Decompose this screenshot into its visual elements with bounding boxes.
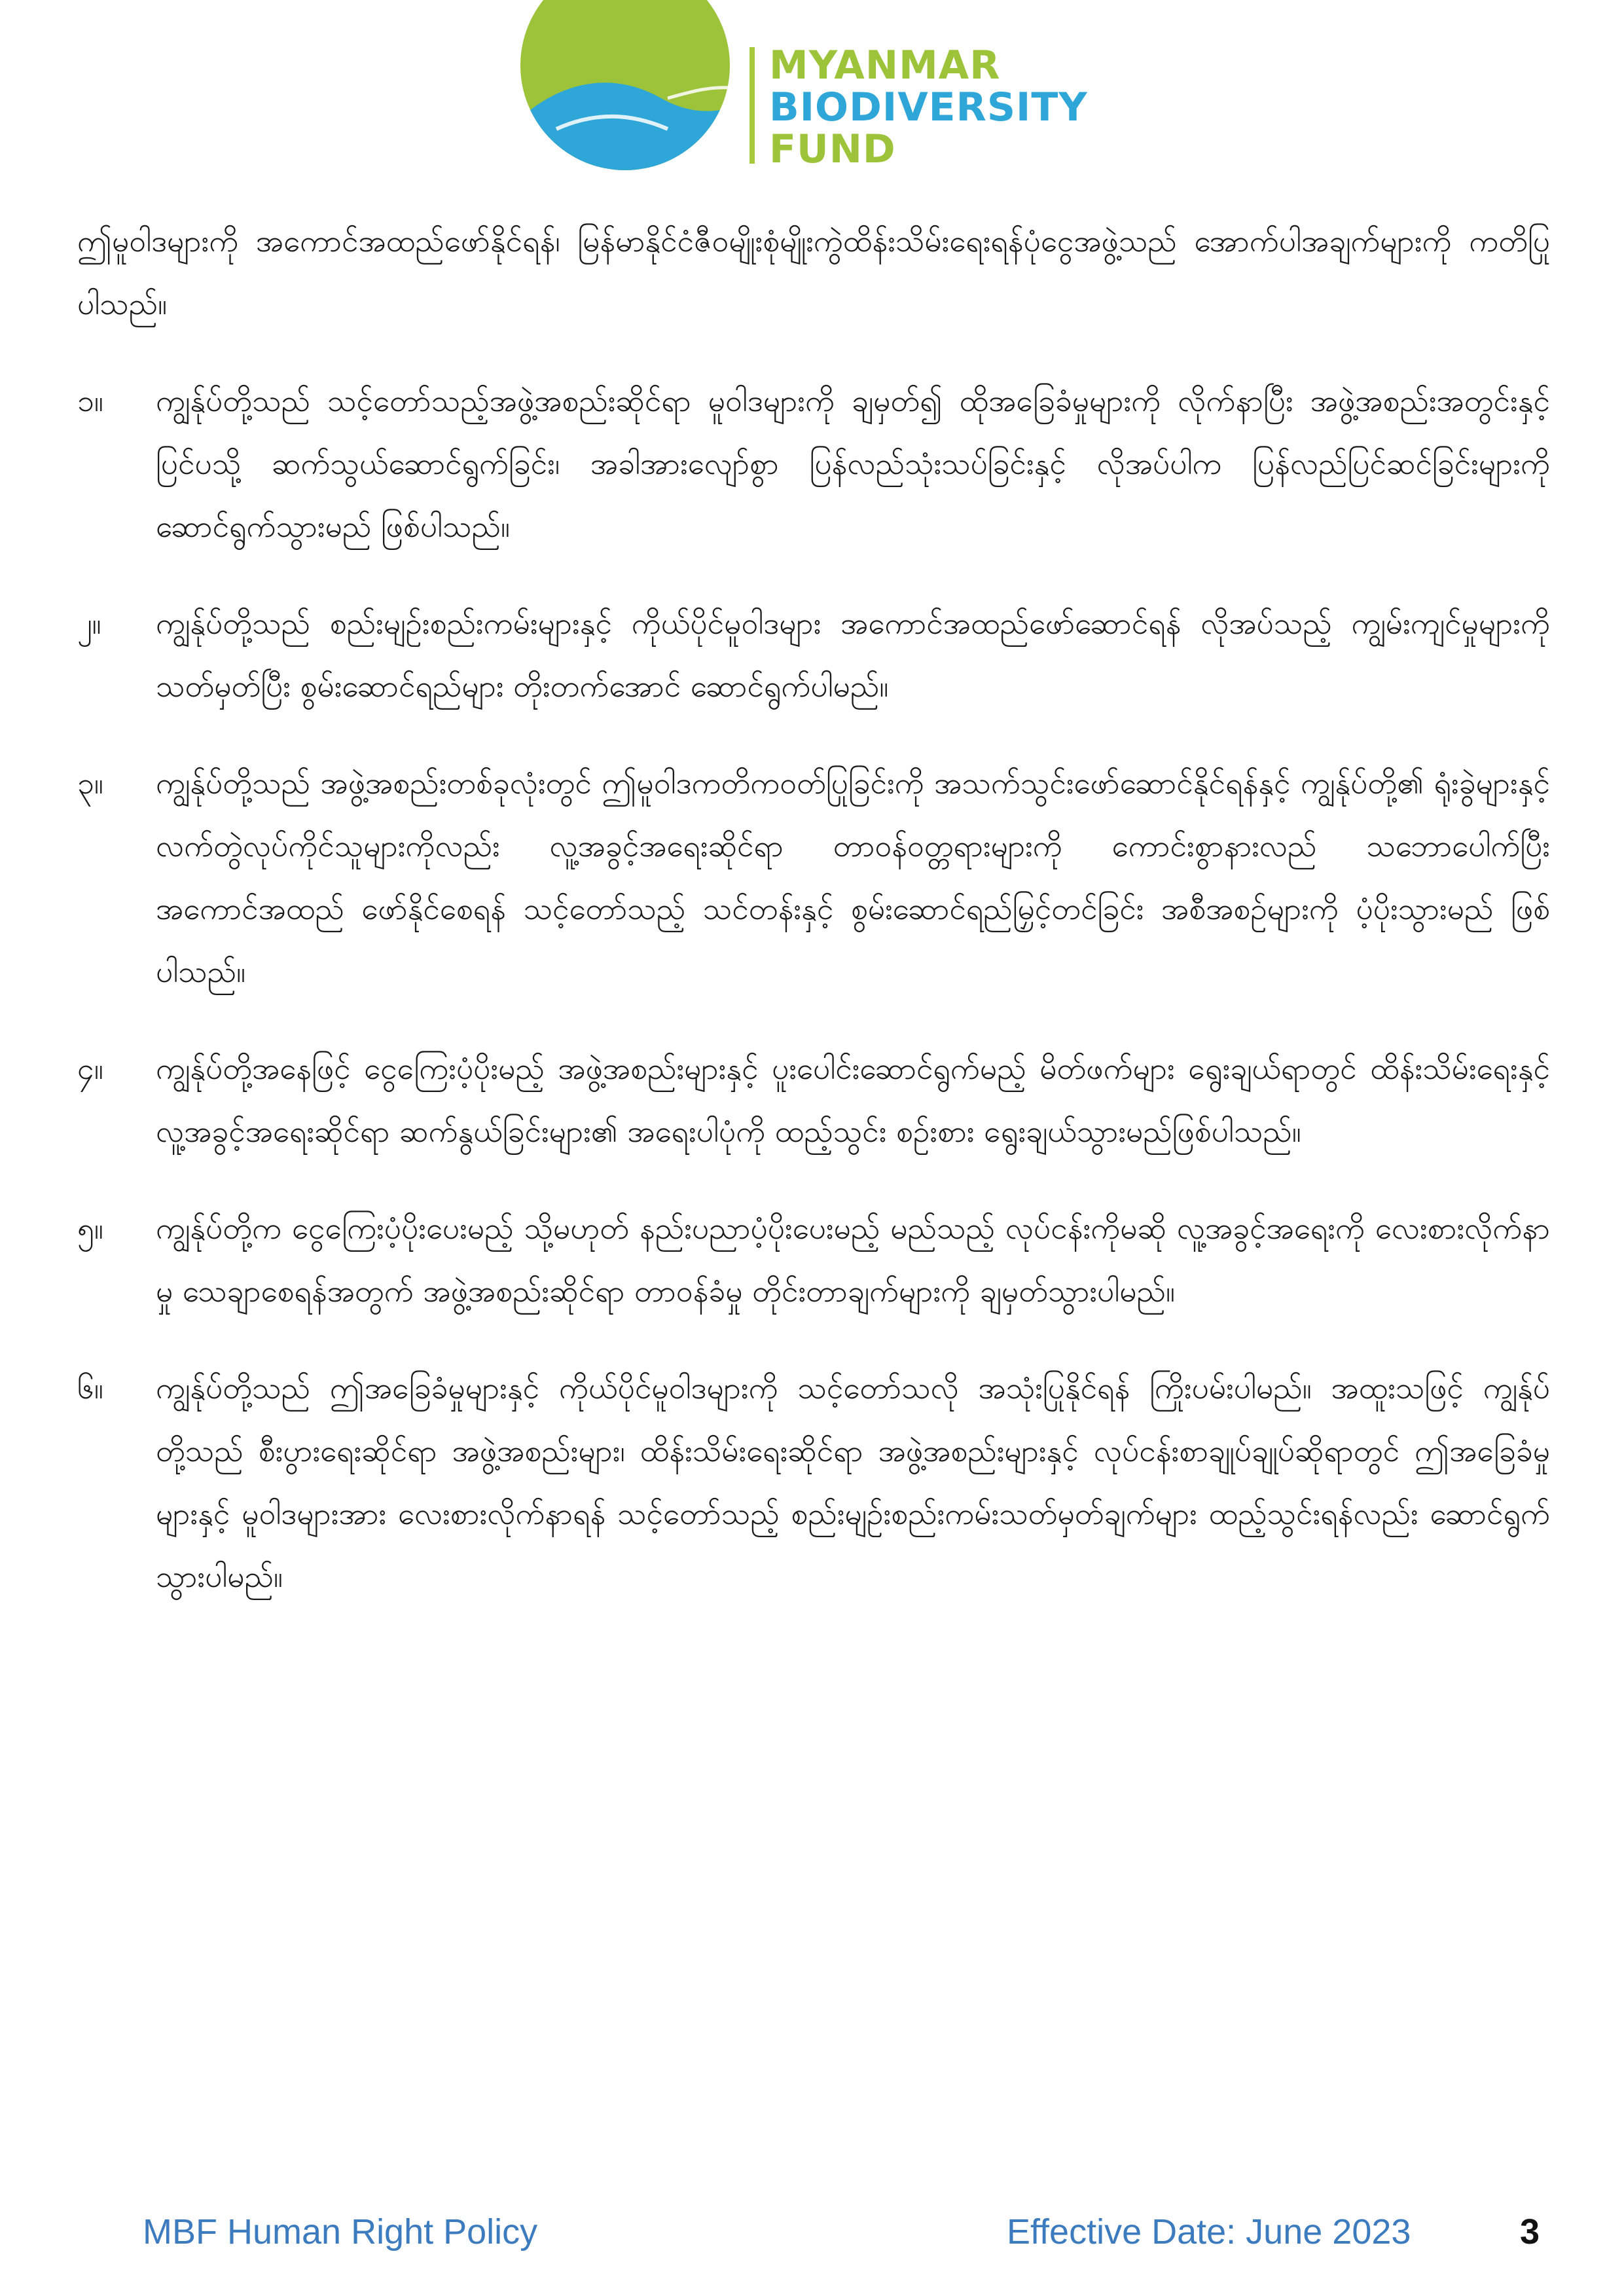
list-item — [77, 1197, 1550, 1322]
logo-line-biodiversity: BIODIVERSITY — [769, 84, 1088, 130]
footer-effective-date: Effective Date: June 2023 — [1007, 2212, 1411, 2251]
list-item — [77, 592, 1550, 718]
logo-emblem-icon — [517, 0, 733, 173]
list-item-number: ၅။ — [77, 1211, 103, 1246]
mbf-logo — [517, 0, 1146, 173]
footer-document-title: MBF Human Right Policy — [143, 2212, 538, 2251]
list-item — [77, 752, 1550, 1003]
list-item-text: ကျွန်ုပ်တို့သည် အဖွဲ့အစည်းတစ်ခုလုံးတွင် ဤမူဝါဒကတိကဝတ်ပြုခြင်းကို အသက်သွင်းဖော်ဆောင်နိုင်ရန်နှင့် ကျွန်ုပ်တို့၏ ရုံးခွဲများနှင့် လက်တွဲလုပ်ကိုင်သူများကိုလည်း လူ့အခွင့်အရေးဆိုင်ရာ တာဝန်ဝတ္တရားများကို ကောင်းစွာနားလည် သဘောပေါက်ပြီး အကောင်အထည် ဖော်နိုင်စေရန် သင့်တော်သည့် သင်တန်းနှင့် စွမ်းဆောင်ရည်မြှင့်တင်ခြင်း အစီအစဉ်များကို ပံ့ပိုးသွားမည် ဖြစ်ပါသည်။ — [156, 765, 1550, 989]
logo-divider — [749, 47, 755, 164]
logo-line-fund: FUND — [769, 126, 896, 172]
policy-body — [77, 210, 1550, 1642]
list-item-number: ၁။ — [77, 383, 103, 418]
list-item-number: ၃။ — [77, 765, 103, 801]
logo-line-myanmar: MYANMAR — [769, 43, 1001, 88]
list-item-text: ကျွန်ုပ်တို့သည် ဤအခြေခံမှုများနှင့် ကိုယ်ပိုင်မူဝါဒများကို သင့်တော်သလို အသုံးပြုနိုင်ရန် ကြိုးပမ်းပါမည်။ အထူးသဖြင့် ကျွန်ုပ်တို့သည် စီးပွားရေးဆိုင်ရာ အဖွဲ့အစည်းများ၊ ထိန်းသိမ်းရေးဆိုင်ရာ အဖွဲ့အစည်းများနှင့် လုပ်ငန်းစာချုပ်ချုပ်ဆိုရာတွင် ဤအခြေခံမှုများနှင့် မူဝါဒများအား လေးစားလိုက်နာရန် သင့်တော်သည့် စည်းမျဉ်းစည်းကမ်းသတ်မှတ်ချက်များ ထည့်သွင်းရန်လည်း ဆောင်ရွက်သွားပါမည်။ — [156, 1370, 1550, 1594]
page-number: 3 — [1520, 2212, 1540, 2251]
list-item — [77, 369, 1550, 558]
list-item — [77, 1357, 1550, 1608]
list-item-text: ကျွန်ုပ်တို့သည် စည်းမျဉ်းစည်းကမ်းများနှင့် ကိုယ်ပိုင်မူဝါဒများ အကောင်အထည်ဖော်ဆောင်ရန် လိုအပ်သည့် ကျွမ်းကျင်မှုများကို သတ်မှတ်ပြီး စွမ်းဆောင်ရည်များ တိုးတက်အောင် ဆောင်ရွက်ပါမည်။ — [156, 606, 1550, 704]
logo-wordmark — [769, 45, 1088, 170]
list-item-number: ၆။ — [77, 1370, 103, 1406]
list-item-number: ၄။ — [77, 1051, 103, 1086]
list-item-text: ကျွန်ုပ်တို့အနေဖြင့် ငွေကြေးပံ့ပိုးမည့် အဖွဲ့အစည်းများနှင့် ပူးပေါင်းဆောင်ရွက်မည့် မိတ်ဖက်များ ရွေးချယ်ရာတွင် ထိန်းသိမ်းရေးနှင့် လူ့အခွင့်အရေးဆိုင်ရာ ဆက်နွယ်ခြင်းများ၏ အရေးပါပုံကို ထည့်သွင်း စဉ်းစား ရွေးချယ်သွားမည်ဖြစ်ပါသည်။ — [156, 1051, 1550, 1149]
list-item-number: ၂။ — [77, 606, 101, 641]
list-item-text: ကျွန်ုပ်တို့က ငွေကြေးပံ့ပိုးပေးမည့် သို့မဟုတ် နည်းပညာပံ့ပိုးပေးမည့် မည်သည့် လုပ်ငန်းကိုမဆို လူ့အခွင့်အရေးကို လေးစားလိုက်နာမှု သေချာစေရန်အတွက် အဖွဲ့အစည်းဆိုင်ရာ တာဝန်ခံမှု တိုင်းတာချက်များကို ချမှတ်သွားပါမည်။ — [156, 1211, 1550, 1309]
list-item — [77, 1037, 1550, 1163]
intro-paragraph: ဤမူဝါဒများကို အကောင်အထည်ဖော်နိုင်ရန်၊ မြန်မာနိုင်ငံဇီဝမျိုးစုံမျိုးကွဲထိန်းသိမ်းရေးရန်ပုံငွေအဖွဲ့သည် အောက်ပါအချက်များကို ကတိပြုပါသည်။ — [77, 223, 1550, 321]
list-item-text: ကျွန်ုပ်တို့သည် သင့်တော်သည့်အဖွဲ့အစည်းဆိုင်ရာ မူဝါဒများကို ချမှတ်၍ ထိုအခြေခံမှုများကို လိုက်နာပြီး အဖွဲ့အစည်းအတွင်းနှင့် ပြင်ပသို့ ဆက်သွယ်ဆောင်ရွက်ခြင်း၊ အခါအားလျော်စွာ ပြန်လည်သုံးသပ်ခြင်းနှင့် လိုအပ်ပါက ပြန်လည်ပြင်ဆင်ခြင်းများကို ဆောင်ရွက်သွားမည် ဖြစ်ပါသည်။ — [156, 383, 1550, 544]
